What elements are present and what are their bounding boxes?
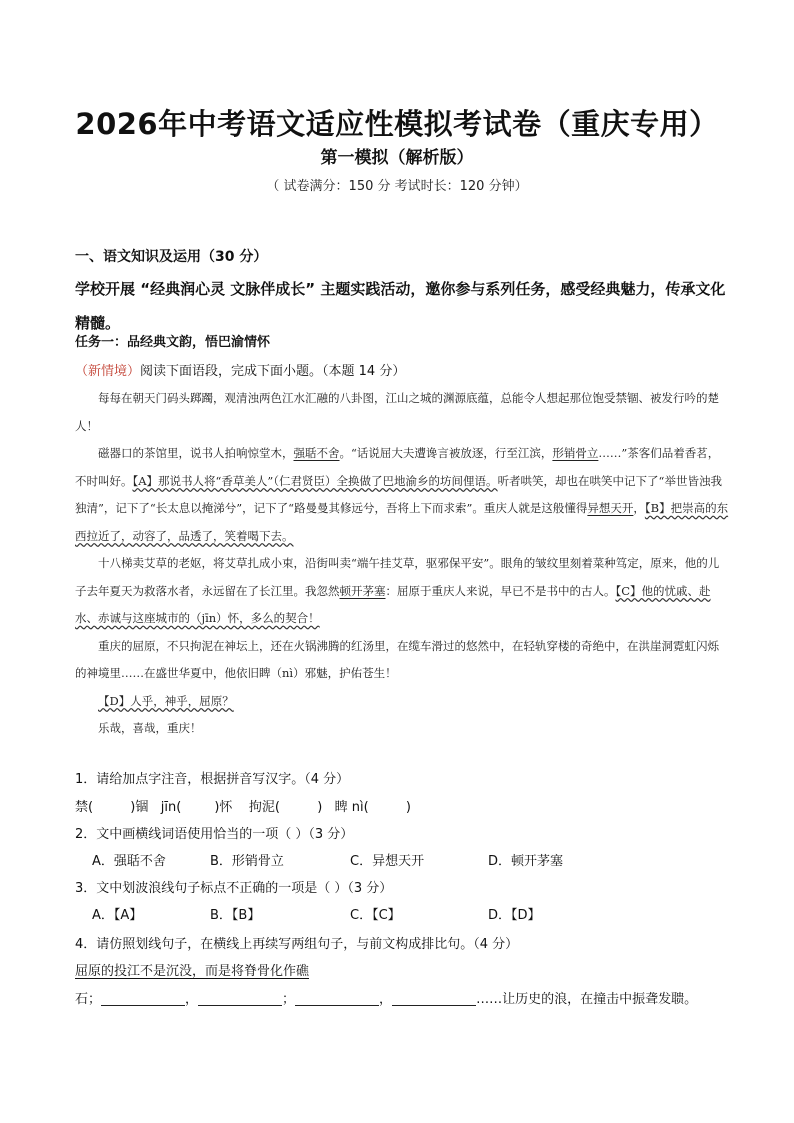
passage-paragraph-5 xyxy=(75,688,729,716)
question-2: 2．文中画横线词语使用恰当的一项（ ）（3 分） xyxy=(75,827,354,842)
passage-text: ……”茶客们品着香茗，不时叫好。 xyxy=(75,446,720,488)
wavy-sentence-b: 【B】把崇高的东西拉近了，动容了，品透了，笑着喝下去。 xyxy=(75,501,729,543)
underlined-word-b: 形销骨立 xyxy=(552,446,599,460)
q4-blank-4[interactable] xyxy=(392,991,476,1006)
wavy-sentence-a: 【A】那说书人将“香草美人”（仁君贤臣）全换做了巴地渝乡的坊间俚语。 xyxy=(132,473,498,488)
q4-separator-1: ， xyxy=(185,992,199,1007)
wavy-sentence-c: 【C】他的忧戚、赴水、赤诚与这座城市的（jīn）怀，多么的契合！ xyxy=(75,583,711,625)
q2-option-c[interactable]: C．异想天开 xyxy=(350,854,425,869)
exam-subtitle: 第一模拟（解析版） xyxy=(320,148,474,168)
q2-option-d[interactable]: D．顿开茅塞 xyxy=(488,854,564,869)
passage-text: 。“话说屈大夫遭谗言被放逐，行至江滨， xyxy=(339,446,553,460)
passage-paragraph-2 xyxy=(75,440,729,550)
question-1-answer-line: 禁( )锢 jīn( )怀 拘泥( ) 睥 nì( ) xyxy=(75,800,411,815)
section-heading: 一、语文知识及运用（30 分） xyxy=(75,249,268,265)
q4-separator-2: ； xyxy=(282,992,296,1007)
q4-line-start: 石； xyxy=(75,992,102,1007)
passage-paragraph-3 xyxy=(75,550,729,633)
passage-text: ， xyxy=(633,501,645,515)
q3-option-b[interactable]: B．【B】 xyxy=(210,908,261,923)
wavy-sentence-d: 【D】人乎，神乎，屈原？ xyxy=(98,693,234,708)
question-4-answer-line xyxy=(75,990,697,1010)
q3-option-d[interactable]: D．【D】 xyxy=(488,908,541,923)
passage-paragraph-4: 重庆的屈原，不只拘泥在神坛上，还在火锅沸腾的红汤里，在缆车滑过的悠然中，在轻轨穿楼的奇绝中，在洪崖洞霓虹闪烁的神境里……在盛世华夏中，他依旧睥（nì）邪魅，护佑苍生！ xyxy=(75,638,719,680)
q4-blank-2[interactable] xyxy=(198,991,282,1006)
underlined-word-c: 异想天开 xyxy=(587,501,634,515)
q2-option-b[interactable]: B．形销骨立 xyxy=(210,854,284,869)
question-4-example-sentence: 屈原的投江不是沉没，而是将脊骨化作礁 xyxy=(75,964,310,979)
passage-text: 听者哄笑，却也在哄笑中记下了“举世皆浊我独清”，记下了“长太息以掩涕兮”，记下了“路曼曼其修远兮，吾将上下而求索”。重庆人就是这般懂得 xyxy=(75,473,722,515)
reading-passage xyxy=(75,385,729,743)
passage-paragraph-1: 每每在朝天门码头踯躅，观清浊两色江水汇融的八卦图，江山之城的渊源底蕴，总能令人想起那位饱受禁锢、被发行吟的楚人！ xyxy=(75,391,719,433)
situation-line xyxy=(75,362,405,382)
underlined-word-d: 顿开茅塞 xyxy=(339,583,386,598)
underlined-word-a: 强聒不舍 xyxy=(293,446,340,460)
q4-separator-3: ， xyxy=(379,992,393,1007)
passage-text: 磁器口的茶馆里，说书人拍响惊堂木， xyxy=(98,446,294,460)
passage-text: 十八梯卖艾草的老妪，将艾草扎成小束，沿街叫卖“端午挂艾草，驱邪保平安”。眼角的皱纹里刻着菜种笃定，原来，他的儿子去年夏天为救落水者，永远留在了长江里。我忽然 xyxy=(75,556,720,598)
exam-meta: （ 试卷满分：150 分 考试时长：120 分钟） xyxy=(266,179,528,194)
question-1: 1．请给加点字注音，根据拼音写汉字。（4 分） xyxy=(75,772,350,787)
new-situation-tag: （新情境） xyxy=(75,364,141,379)
task-title: 任务一：品经典文韵，悟巴渝情怀 xyxy=(75,335,271,350)
question-4: 4．请仿照划线句子，在横线上再续写两组句子，与前文构成排比句。（4 分） xyxy=(75,937,519,952)
q4-line-end: ……让历史的浪，在撞击中振聋发聩。 xyxy=(476,992,698,1007)
q3-option-a[interactable]: A．【A】 xyxy=(92,908,143,923)
q4-blank-3[interactable] xyxy=(295,991,379,1006)
q2-option-a[interactable]: A．强聒不舍 xyxy=(92,854,166,869)
q3-option-c[interactable]: C．【C】 xyxy=(350,908,401,923)
passage-paragraph-6: 乐哉，喜哉，重庆！ xyxy=(98,721,202,735)
question-3: 3．文中划波浪线句子标点不正确的一项是（ ）（3 分） xyxy=(75,881,393,896)
q4-blank-1[interactable] xyxy=(101,991,185,1006)
passage-text: ：屈原于重庆人来说，早已不是书中的古人。 xyxy=(385,583,616,598)
situation-text: 阅读下面语段，完成下面小题。（本题 14 分） xyxy=(140,364,406,379)
section-intro: 学校开展 “经典润心灵 文脉伴成长” 主题实践活动，邀你参与系列任务，感受经典魅力，传承文化精髓。 xyxy=(75,280,726,332)
exam-title: 2026年中考语文适应性模拟考试卷（重庆专用） xyxy=(75,107,719,141)
